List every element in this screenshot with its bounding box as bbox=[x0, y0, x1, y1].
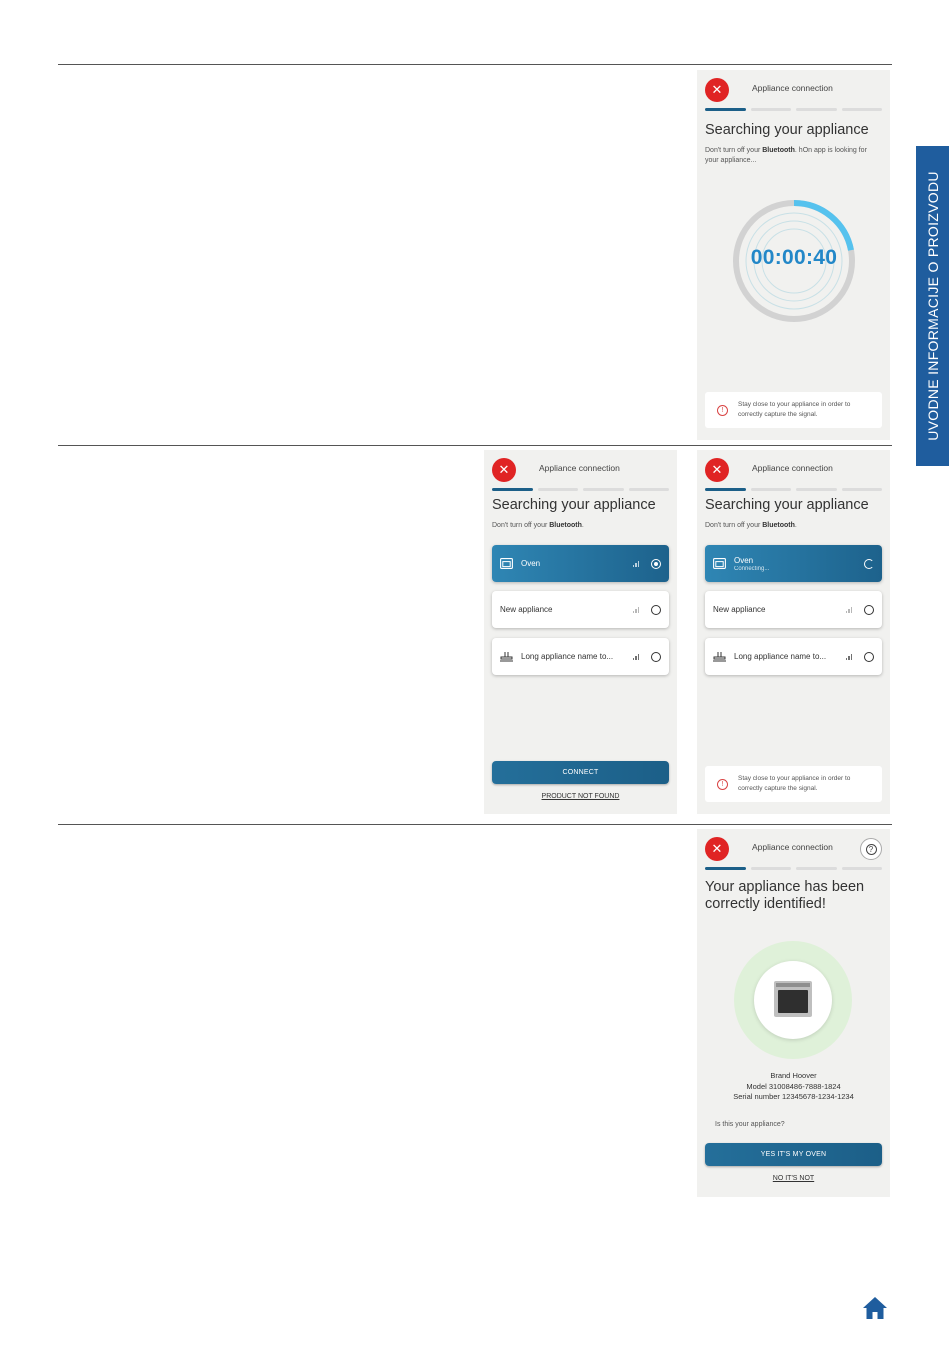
progress-step bbox=[705, 867, 746, 870]
progress-step bbox=[705, 108, 746, 111]
close-icon[interactable]: ✕ bbox=[705, 837, 729, 861]
loading-spinner-icon bbox=[864, 559, 874, 569]
subtext-part: Don't turn off your bbox=[492, 522, 550, 529]
radio-unselected[interactable] bbox=[651, 652, 661, 662]
screen-title: Appliance connection bbox=[752, 83, 833, 93]
page-subtext bbox=[705, 521, 873, 531]
section-side-tab bbox=[916, 146, 949, 466]
radio-selected[interactable] bbox=[651, 559, 661, 569]
appliance-name: New appliance bbox=[500, 605, 553, 614]
progress-step bbox=[842, 108, 883, 111]
connection-status: Connecting... bbox=[734, 565, 770, 572]
screen-title: Appliance connection bbox=[752, 842, 833, 852]
step-progress bbox=[705, 108, 882, 111]
progress-step bbox=[583, 488, 624, 491]
brand-value: Hoover bbox=[792, 1071, 817, 1080]
model-label: Model bbox=[746, 1081, 769, 1091]
close-icon[interactable]: ✕ bbox=[705, 458, 729, 482]
divider-middle-2 bbox=[58, 824, 892, 825]
progress-step bbox=[751, 108, 792, 111]
oven-icon bbox=[500, 558, 513, 569]
progress-step bbox=[796, 108, 837, 111]
timer-value: 00:00:40 bbox=[750, 246, 838, 269]
appliance-item-long-name[interactable] bbox=[705, 638, 882, 675]
model-value: 31008486-7888-1824 bbox=[768, 1081, 841, 1091]
page-subtext bbox=[492, 521, 660, 531]
subtext-bold: Bluetooth bbox=[762, 147, 795, 154]
signal-strength-icon bbox=[846, 653, 853, 660]
confirm-yes-button[interactable]: YES IT'S MY OVEN bbox=[705, 1143, 882, 1166]
page-heading: Searching your appliance bbox=[705, 122, 869, 138]
page-subtext bbox=[705, 146, 873, 166]
help-button[interactable] bbox=[860, 838, 882, 860]
appliance-item-new[interactable] bbox=[492, 591, 669, 628]
notice-text: Stay close to your appliance in order to correctly capture the signal. bbox=[738, 401, 851, 418]
progress-step bbox=[751, 867, 792, 870]
oven-icon bbox=[713, 558, 726, 569]
screen-appliance-identified bbox=[697, 829, 890, 1197]
screen-title: Appliance connection bbox=[539, 463, 620, 473]
heading-line: Your appliance has been bbox=[705, 879, 865, 895]
screen-searching-timer bbox=[697, 70, 890, 440]
subtext-part: Don't turn off your bbox=[705, 147, 763, 154]
countdown-timer bbox=[731, 198, 857, 324]
progress-step bbox=[796, 488, 837, 491]
progress-step bbox=[492, 488, 533, 491]
progress-step bbox=[629, 488, 670, 491]
appliance-item-new[interactable] bbox=[705, 591, 882, 628]
radio-unselected[interactable] bbox=[651, 605, 661, 615]
radio-unselected[interactable] bbox=[864, 652, 874, 662]
radio-unselected[interactable] bbox=[864, 605, 874, 615]
screen-appliance-list bbox=[484, 450, 677, 814]
signal-notice bbox=[705, 766, 882, 802]
alert-icon: ! bbox=[717, 405, 728, 416]
progress-step bbox=[796, 867, 837, 870]
signal-strength-icon bbox=[633, 653, 640, 660]
signal-notice bbox=[705, 392, 882, 428]
subtext-part: Don't turn off your bbox=[705, 522, 763, 529]
subtext-part: . bbox=[581, 522, 584, 529]
appliance-item-oven[interactable] bbox=[705, 545, 882, 582]
connect-button[interactable]: CONNECT bbox=[492, 761, 669, 784]
screen-connecting bbox=[697, 450, 890, 814]
serial-row bbox=[697, 1092, 890, 1103]
help-icon: ? bbox=[866, 844, 877, 855]
signal-strength-icon bbox=[846, 606, 853, 613]
confirm-question: Is this your appliance? bbox=[715, 1121, 785, 1128]
hood-icon bbox=[500, 651, 513, 662]
appliance-name: Oven bbox=[521, 559, 541, 568]
divider-top bbox=[58, 64, 892, 65]
close-icon[interactable]: ✕ bbox=[705, 78, 729, 102]
step-progress bbox=[492, 488, 669, 491]
subtext-bold: Bluetooth bbox=[549, 522, 582, 529]
appliance-name: Long appliance name to... bbox=[734, 652, 827, 661]
home-icon[interactable] bbox=[862, 1296, 888, 1320]
page-heading: Searching your appliance bbox=[492, 497, 656, 513]
hood-icon bbox=[713, 651, 726, 662]
appliance-item-oven[interactable] bbox=[492, 545, 669, 582]
subtext-part: . bbox=[794, 522, 797, 529]
divider-middle-1 bbox=[58, 445, 892, 446]
appliance-name: New appliance bbox=[713, 605, 766, 614]
appliance-name: Oven bbox=[734, 555, 754, 565]
oven-image bbox=[774, 981, 812, 1017]
step-progress bbox=[705, 488, 882, 491]
progress-step bbox=[751, 488, 792, 491]
notice-text: Stay close to your appliance in order to correctly capture the signal. bbox=[738, 775, 851, 792]
serial-value: 12345678-1234-1234 bbox=[782, 1092, 854, 1101]
progress-step bbox=[538, 488, 579, 491]
serial-label: Serial number bbox=[733, 1092, 783, 1101]
signal-strength-icon bbox=[633, 560, 640, 567]
subtext-part: . hOn app is looking for your appliance... bbox=[705, 147, 867, 164]
progress-step bbox=[705, 488, 746, 491]
close-icon[interactable]: ✕ bbox=[492, 458, 516, 482]
appliance-item-long-name[interactable] bbox=[492, 638, 669, 675]
page-heading bbox=[705, 879, 864, 913]
progress-step bbox=[842, 488, 883, 491]
appliance-details bbox=[697, 1071, 890, 1103]
page-heading: Searching your appliance bbox=[705, 497, 869, 513]
product-not-found-link[interactable]: PRODUCT NOT FOUND bbox=[541, 793, 620, 800]
signal-strength-icon bbox=[633, 606, 640, 613]
success-halo bbox=[734, 941, 852, 1059]
alert-icon: ! bbox=[717, 779, 728, 790]
confirm-no-link[interactable]: NO IT'S NOT bbox=[772, 1175, 815, 1182]
screen-title: Appliance connection bbox=[752, 463, 833, 473]
subtext-bold: Bluetooth bbox=[762, 522, 795, 529]
model-row bbox=[697, 1082, 890, 1093]
brand-label: Brand bbox=[770, 1071, 793, 1080]
section-side-tab-label: UVODNE INFORMACIJE O PROIZVODU bbox=[924, 171, 941, 441]
step-progress bbox=[705, 867, 882, 870]
heading-line: correctly identified! bbox=[705, 896, 826, 912]
appliance-name: Long appliance name to... bbox=[521, 652, 614, 661]
progress-step bbox=[842, 867, 883, 870]
brand-row bbox=[697, 1071, 890, 1082]
